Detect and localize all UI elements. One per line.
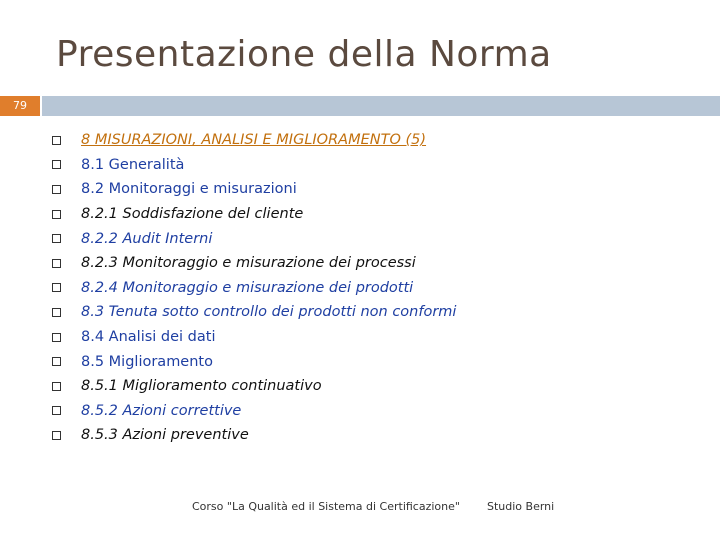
list-item-text: 8.5.3 Azioni preventive: [81, 427, 249, 444]
list-item: [52, 374, 456, 399]
square-bullet-icon: [52, 333, 61, 342]
square-bullet-icon: [52, 234, 61, 243]
list-item-text: 8.5 Miglioramento: [81, 353, 213, 370]
square-bullet-icon: [52, 431, 61, 440]
square-bullet-icon: [52, 406, 61, 415]
bullet-list: [52, 128, 456, 448]
list-item: [52, 177, 456, 202]
square-bullet-icon: [52, 283, 61, 292]
list-item: [52, 399, 456, 424]
footer-course: Corso "La Qualità ed il Sistema di Certificazione": [192, 500, 460, 513]
list-item-text: 8 MISURAZIONI, ANALISI E MIGLIORAMENTO (5): [81, 132, 427, 149]
list-item-text: 8.3 Tenuta sotto controllo dei prodotti non conformi: [81, 304, 457, 321]
square-bullet-icon: [52, 357, 61, 366]
list-item: [52, 300, 456, 325]
square-bullet-icon: [52, 210, 61, 219]
list-item-text: 8.2 Monitoraggi e misurazioni: [81, 181, 297, 198]
square-bullet-icon: [52, 136, 61, 145]
list-item: [52, 325, 456, 350]
square-bullet-icon: [52, 185, 61, 194]
list-item-text: 8.5.1 Miglioramento continuativo: [81, 378, 322, 395]
list-item: [52, 251, 456, 276]
square-bullet-icon: [52, 308, 61, 317]
list-item-text: 8.2.4 Monitoraggio e misurazione dei prodotti: [81, 279, 414, 296]
list-item: [52, 276, 456, 301]
list-item: [52, 153, 456, 178]
slide-number: 79: [0, 96, 40, 116]
list-item: [52, 349, 456, 374]
list-item-text: 8.2.2 Audit Interni: [81, 230, 213, 247]
list-item-text: 8.1 Generalità: [81, 156, 185, 173]
slide-title: Presentazione della Norma: [56, 34, 552, 75]
list-item: [52, 202, 456, 227]
square-bullet-icon: [52, 382, 61, 391]
square-bullet-icon: [52, 160, 61, 169]
list-item: [52, 128, 456, 153]
square-bullet-icon: [52, 259, 61, 268]
footer-author: Studio Berni: [487, 500, 555, 513]
list-item-text: 8.5.2 Azioni correttive: [81, 402, 242, 419]
list-item-text: 8.2.3 Monitoraggio e misurazione dei processi: [81, 255, 416, 272]
list-item-text: 8.4 Analisi dei dati: [81, 329, 216, 346]
header-band: [42, 96, 720, 116]
list-item: [52, 226, 456, 251]
list-item-text: 8.2.1 Soddisfazione del cliente: [81, 206, 304, 223]
list-item: [52, 423, 456, 448]
